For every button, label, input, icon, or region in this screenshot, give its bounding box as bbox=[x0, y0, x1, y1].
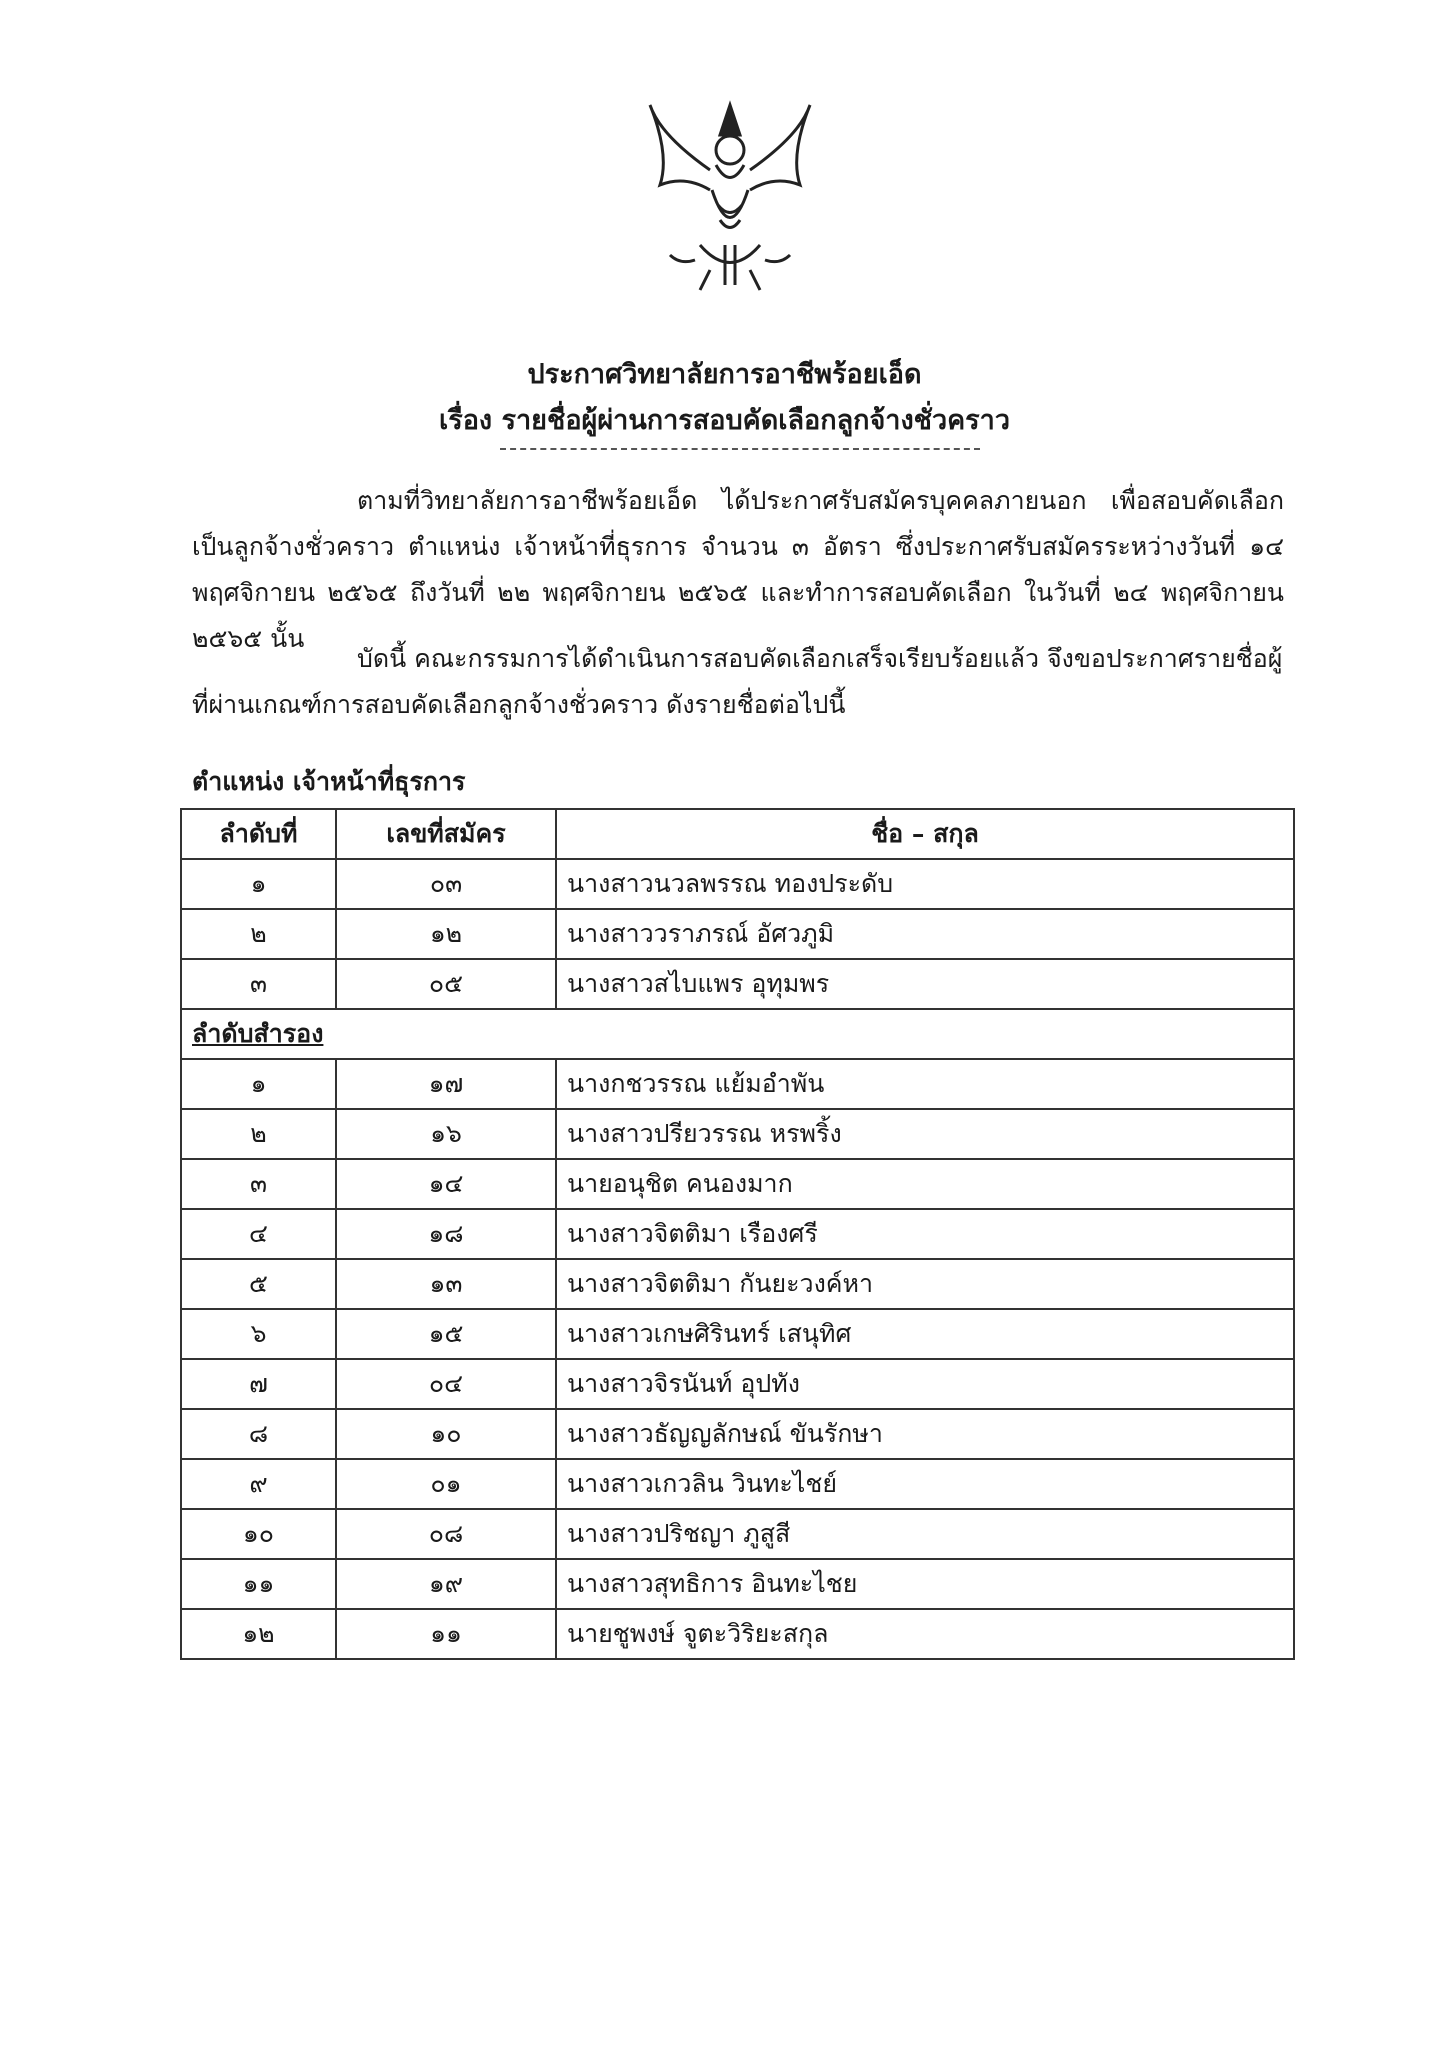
order-cell: ๓ bbox=[181, 1159, 336, 1209]
main-list bbox=[181, 859, 1294, 1009]
application-no-cell: ๐๕ bbox=[336, 959, 556, 1009]
table-row bbox=[181, 859, 1294, 909]
order-cell: ๑ bbox=[181, 859, 336, 909]
full-name-cell: นางสาวนวลพรรณ ทองประดับ bbox=[556, 859, 1294, 909]
application-no-cell: ๑๒ bbox=[336, 909, 556, 959]
application-no-cell: ๑๘ bbox=[336, 1209, 556, 1259]
full-name-cell: นางสาวธัญญลักษณ์ ขันรักษา bbox=[556, 1409, 1294, 1459]
reserve-table-row bbox=[181, 1109, 1294, 1159]
reserve-table-row bbox=[181, 1159, 1294, 1209]
application-no-cell: ๑๑ bbox=[336, 1609, 556, 1659]
table-row bbox=[181, 909, 1294, 959]
order-cell: ๙ bbox=[181, 1459, 336, 1509]
full-name-cell: นางกชวรรณ แย้มอำพัน bbox=[556, 1059, 1294, 1109]
result-paragraph: บัดนี้ คณะกรรมการได้ดำเนินการสอบคัดเลือกเสร็จเรียบร้อยแล้ว จึงขอประกาศรายชื่อผู้ที่ผ่านเกณฑ์การสอบคัดเลือกลูกจ้างชั่วคราว ดังรายชื่อต่อไปนี้ bbox=[192, 644, 1283, 719]
candidate-table bbox=[180, 808, 1295, 1660]
garuda-emblem-icon bbox=[640, 95, 820, 295]
reserve-table-row bbox=[181, 1209, 1294, 1259]
reserve-table-row bbox=[181, 1259, 1294, 1309]
full-name-cell: นายอนุชิต คนองมาก bbox=[556, 1159, 1294, 1209]
header-application-no: เลขที่สมัคร bbox=[336, 809, 556, 859]
title-separator bbox=[500, 448, 980, 450]
order-cell: ๑๐ bbox=[181, 1509, 336, 1559]
application-no-cell: ๐๔ bbox=[336, 1359, 556, 1409]
reserve-table-row bbox=[181, 1559, 1294, 1609]
application-no-cell: ๑๗ bbox=[336, 1059, 556, 1109]
reserve-heading: ลำดับสำรอง bbox=[181, 1009, 1294, 1059]
order-cell: ๒ bbox=[181, 909, 336, 959]
application-no-cell: ๑๔ bbox=[336, 1159, 556, 1209]
intro-paragraph: ตามที่วิทยาลัยการอาชีพร้อยเอ็ด ได้ประกาศรับสมัครบุคคลภายนอก เพื่อสอบคัดเลือกเป็นลูกจ้างชั่วคราว ตำแหน่ง เจ้าหน้าที่ธุรการ จำนวน ๓ อัตรา ซึ่งประกาศรับสมัครระหว่างวันที่ ๑๔ พฤศจิกายน ๒๕๖๕ ถึงวันที่ ๒๒ พฤศจิกายน ๒๕๖๕ และทำการสอบคัดเลือก ในวันที่ ๒๔ พฤศจิกายน ๒๕๖๕ นั้น bbox=[192, 486, 1284, 653]
header-order: ลำดับที่ bbox=[181, 809, 336, 859]
order-cell: ๒ bbox=[181, 1109, 336, 1159]
full-name-cell: นายชูพงษ์ จูตะวิริยะสกุล bbox=[556, 1609, 1294, 1659]
full-name-cell: นางสาวจิตติมา เรืองศรี bbox=[556, 1209, 1294, 1259]
order-cell: ๖ bbox=[181, 1309, 336, 1359]
application-no-cell: ๐๑ bbox=[336, 1459, 556, 1509]
order-cell: ๔ bbox=[181, 1209, 336, 1259]
application-no-cell: ๐๘ bbox=[336, 1509, 556, 1559]
order-cell: ๕ bbox=[181, 1259, 336, 1309]
announcement-title: ประกาศวิทยาลัยการอาชีพร้อยเอ็ด bbox=[527, 359, 922, 390]
full-name-cell: นางสาวเกษศิรินทร์ เสนุทิศ bbox=[556, 1309, 1294, 1359]
full-name-cell: นางสาววราภรณ์ อัศวภูมิ bbox=[556, 909, 1294, 959]
reserve-section-row bbox=[181, 1009, 1294, 1059]
announcement-subject: เรื่อง รายชื่อผู้ผ่านการสอบคัดเลือกลูกจ้างชั่วคราว bbox=[438, 405, 1011, 436]
full-name-cell: นางสาวสุทธิการ อินทะไชย bbox=[556, 1559, 1294, 1609]
order-cell: ๑๒ bbox=[181, 1609, 336, 1659]
full-name-cell: นางสาวจิรนันท์ อุปทัง bbox=[556, 1359, 1294, 1409]
reserve-table-row bbox=[181, 1409, 1294, 1459]
reserve-table-row bbox=[181, 1359, 1294, 1409]
reserve-list bbox=[181, 1059, 1294, 1659]
order-cell: ๑ bbox=[181, 1059, 336, 1109]
full-name-cell: นางสาวสไบแพร อุทุมพร bbox=[556, 959, 1294, 1009]
table-header-row bbox=[181, 809, 1294, 859]
reserve-table-row bbox=[181, 1059, 1294, 1109]
order-cell: ๑๑ bbox=[181, 1559, 336, 1609]
full-name-cell: นางสาวปรียวรรณ หรพริ้ง bbox=[556, 1109, 1294, 1159]
application-no-cell: ๑๕ bbox=[336, 1309, 556, 1359]
order-cell: ๓ bbox=[181, 959, 336, 1009]
position-heading: ตำแหน่ง เจ้าหน้าที่ธุรการ bbox=[192, 767, 466, 796]
header-full-name: ชื่อ – สกุล bbox=[556, 809, 1294, 859]
reserve-table-row bbox=[181, 1609, 1294, 1659]
application-no-cell: ๑๖ bbox=[336, 1109, 556, 1159]
full-name-cell: นางสาวเกวลิน วินทะไชย์ bbox=[556, 1459, 1294, 1509]
order-cell: ๘ bbox=[181, 1409, 336, 1459]
application-no-cell: ๐๓ bbox=[336, 859, 556, 909]
application-no-cell: ๑๐ bbox=[336, 1409, 556, 1459]
application-no-cell: ๑๓ bbox=[336, 1259, 556, 1309]
reserve-table-row bbox=[181, 1459, 1294, 1509]
full-name-cell: นางสาวจิตติมา กันยะวงค์หา bbox=[556, 1259, 1294, 1309]
reserve-table-row bbox=[181, 1509, 1294, 1559]
reserve-table-row bbox=[181, 1309, 1294, 1359]
application-no-cell: ๑๙ bbox=[336, 1559, 556, 1609]
order-cell: ๗ bbox=[181, 1359, 336, 1409]
full-name-cell: นางสาวปริชญา ภูสูสี bbox=[556, 1509, 1294, 1559]
table-row bbox=[181, 959, 1294, 1009]
